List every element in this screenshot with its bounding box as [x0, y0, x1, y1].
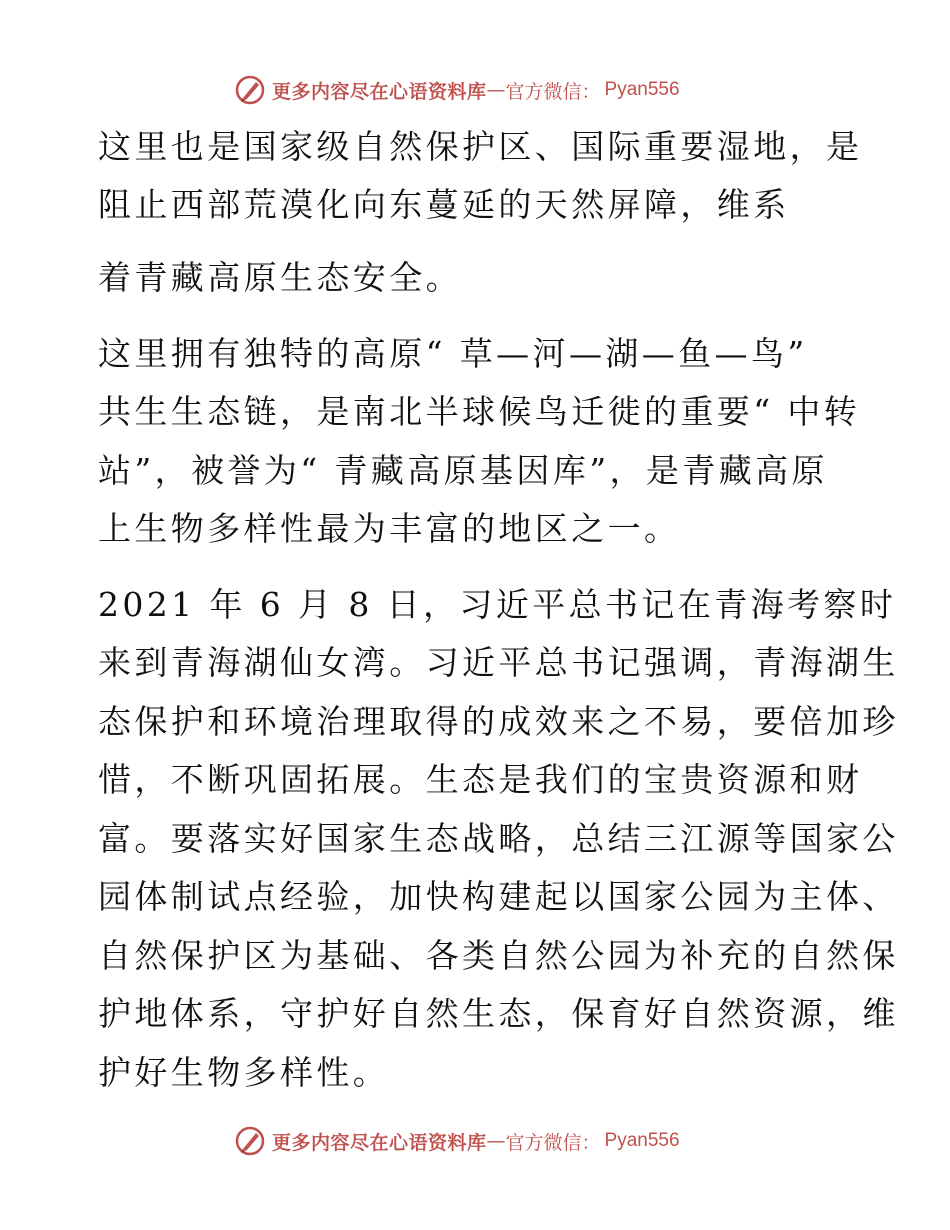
text-line-2: 阻止西部荒漠化向东蔓延的天然屏障，维系 — [98, 185, 790, 224]
header-wechat-label: 官方微信： — [505, 80, 601, 103]
text-line-8: 2021 年 6 月 8 日，习近平总书记在青海考察时 — [98, 585, 897, 624]
text-line-9: 来到青海湖仙女湾。习近平总书记强调，青海湖生 — [98, 643, 899, 682]
footer-separator: — — [486, 1130, 506, 1152]
text-line-4: 这里拥有独特的高原“ 草—河—湖—鱼—鸟” — [98, 334, 808, 373]
text-line-12: 富。要落实好国家生态战略，总结三江源等国家公 — [98, 819, 899, 858]
header-separator: — — [486, 79, 506, 101]
text-line-11: 惜，不断巩固拓展。生态是我们的宝贵资源和财 — [98, 760, 863, 799]
header-watermark — [234, 73, 714, 107]
pen-logo-icon — [234, 74, 266, 106]
text-line-6: 站”，被誉为“ 青藏高原基因库”，是青藏高原 — [98, 451, 828, 490]
footer-site-name: 更多内容尽在心语资料库 — [272, 1131, 487, 1154]
header-site-name: 更多内容尽在心语资料库 — [272, 80, 487, 103]
text-line-7: 上生物多样性最为丰富的地区之一。 — [98, 509, 681, 548]
pen-logo-icon — [234, 1125, 266, 1157]
footer-wechat-label: 官方微信： — [505, 1131, 601, 1154]
text-line-5: 共生生态链，是南北半球候鸟迁徙的重要“ 中转 — [98, 392, 861, 431]
header-wechat-handle: Pyan556 — [604, 79, 680, 100]
footer-watermark — [234, 1124, 714, 1158]
text-line-1: 这里也是国家级自然保护区、国际重要湿地，是 — [98, 127, 863, 166]
text-line-3: 着青藏高原生态安全。 — [98, 258, 462, 297]
text-line-15: 护地体系，守护好自然生态，保育好自然资源，维 — [98, 994, 899, 1033]
text-line-10: 态保护和环境治理取得的成效来之不易，要倍加珍 — [98, 702, 899, 741]
text-line-14: 自然保护区为基础、各类自然公园为补充的自然保 — [98, 936, 899, 975]
text-line-13: 园体制试点经验，加快构建起以国家公园为主体、 — [98, 877, 899, 916]
footer-wechat-handle: Pyan556 — [604, 1130, 680, 1151]
text-line-16: 护好生物多样性。 — [98, 1053, 390, 1092]
